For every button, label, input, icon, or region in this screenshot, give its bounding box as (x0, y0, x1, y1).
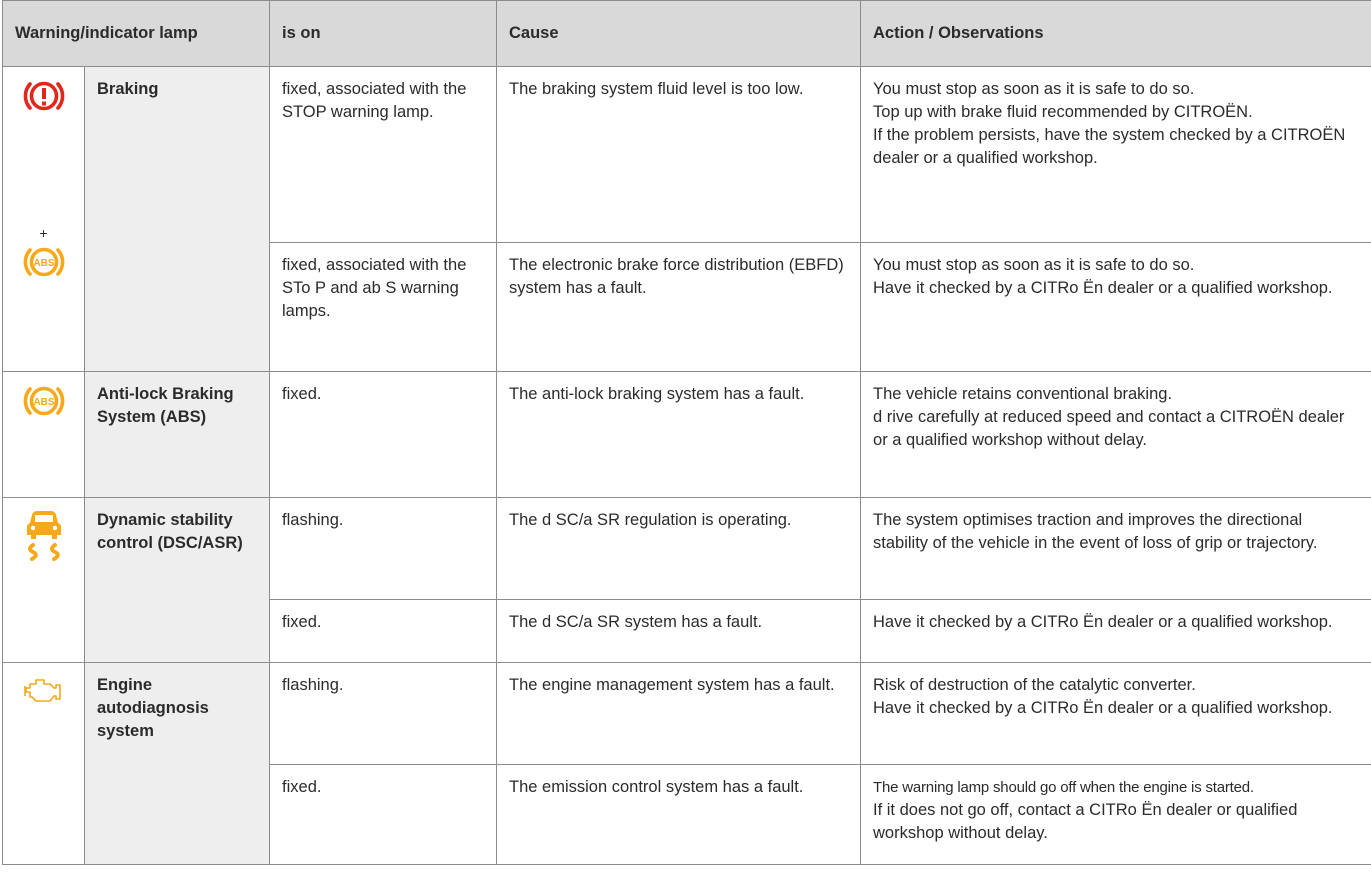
table-row (3, 498, 1371, 600)
action-cell (861, 67, 1371, 243)
lamp-name-engine: Engine autodiagnosis system (85, 663, 270, 865)
header-warning-lamp: Warning/indicator lamp (3, 1, 270, 67)
is-on-cell: flashing. (270, 498, 497, 600)
action-line: d rive carefully at reduced speed and contact a CITROËN dealer or a qualified workshop without delay. (873, 408, 1345, 449)
skidding-car-icon (24, 509, 64, 561)
action-line: If the problem persists, have the system checked by a CITROËN dealer or a qualified workshop. (873, 126, 1346, 167)
cause-cell: The anti-lock braking system has a fault. (497, 372, 861, 498)
brake-warning-icon (23, 78, 65, 114)
svg-text:ABS: ABS (32, 397, 55, 408)
table-row (3, 67, 1371, 243)
cause-cell: The engine management system has a fault. (497, 663, 861, 765)
lamp-name-dsc: Dynamic stability control (DSC/ASR) (85, 498, 270, 663)
cause-cell: The emission control system has a fault. (497, 765, 861, 865)
action-line: The system optimises traction and improves the directional stability of the vehicle in the event of loss of grip or trajectory. (873, 511, 1318, 552)
action-cell (861, 765, 1371, 865)
table-row (3, 372, 1371, 498)
abs-icon-cell (3, 372, 85, 498)
action-line: The vehicle retains conventional braking. (873, 385, 1173, 403)
table-row (3, 663, 1371, 765)
engine-check-icon (22, 674, 66, 706)
svg-text:ABS: ABS (32, 258, 55, 269)
action-line: The warning lamp should go off when the engine is started. (873, 779, 1254, 796)
is-on-cell: fixed, associated with the STOP warning lamp. (270, 67, 497, 243)
action-cell (861, 372, 1371, 498)
is-on-cell: fixed, associated with the STo P and ab S warning lamps. (270, 243, 497, 372)
dsc-icon-cell (3, 498, 85, 663)
action-cell (861, 600, 1371, 663)
is-on-cell: fixed. (270, 600, 497, 663)
action-cell (861, 243, 1371, 372)
action-line: Have it checked by a CITRo Ën dealer or a qualified workshop. (873, 699, 1333, 717)
lamp-name-braking: Braking (85, 67, 270, 372)
abs-warning-icon (23, 383, 65, 419)
header-action: Action / Observations (861, 1, 1371, 67)
action-line: You must stop as soon as it is safe to do so. (873, 80, 1195, 98)
cause-cell: The braking system fluid level is too low. (497, 67, 861, 243)
is-on-cell: fixed. (270, 765, 497, 865)
is-on-cell: flashing. (270, 663, 497, 765)
action-line: Have it checked by a CITRo Ën dealer or a qualified workshop. (873, 279, 1333, 297)
action-line: You must stop as soon as it is safe to do so. (873, 256, 1195, 274)
cause-cell: The d SC/a SR regulation is operating. (497, 498, 861, 600)
action-line: If it does not go off, contact a CITRo Ën dealer or qualified workshop without delay. (873, 801, 1298, 842)
cause-cell: The electronic brake force distribution (EBFD) system has a fault. (497, 243, 861, 372)
table-header-row (3, 1, 1371, 67)
action-cell (861, 663, 1371, 765)
plus-sign: + (39, 225, 48, 241)
action-line: Risk of destruction of the catalytic converter. (873, 676, 1196, 694)
action-line: Top up with brake fluid recommended by CITROËN. (873, 103, 1253, 121)
is-on-cell: fixed. (270, 372, 497, 498)
header-cause: Cause (497, 1, 861, 67)
abs-warning-icon (23, 244, 65, 280)
action-line: Have it checked by a CITRo Ën dealer or a qualified workshop. (873, 613, 1333, 631)
braking-icon-cell (3, 67, 85, 372)
engine-icon-cell (3, 663, 85, 865)
braking-abs-combo (15, 226, 72, 280)
warning-lamps-table (2, 0, 1371, 865)
cause-cell: The d SC/a SR system has a fault. (497, 600, 861, 663)
lamp-name-abs: Anti-lock Braking System (ABS) (85, 372, 270, 498)
action-cell (861, 498, 1371, 600)
header-is-on: is on (270, 1, 497, 67)
